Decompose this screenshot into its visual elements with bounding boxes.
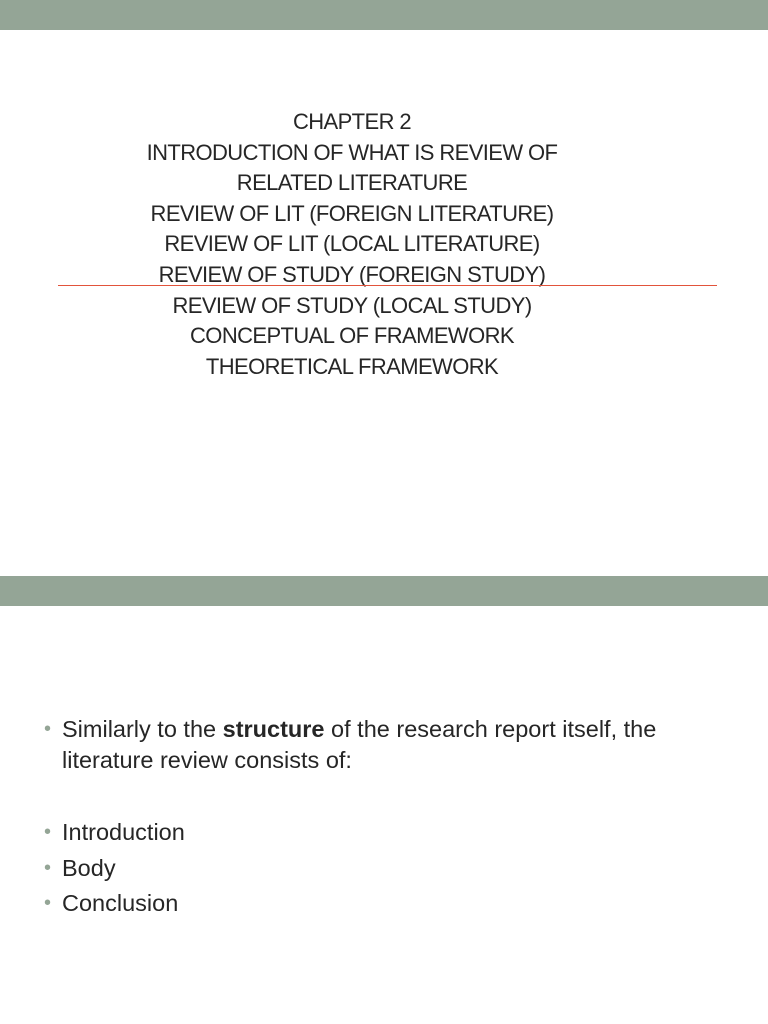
bullet-spacer xyxy=(44,775,734,817)
title-line: REVIEW OF STUDY (LOCAL STUDY) xyxy=(172,292,532,318)
bullet-item-label: Body xyxy=(62,854,116,881)
intro-text-before: Similarly to the xyxy=(62,716,223,742)
intro-text-after: of the research report itself, the literature review consists of: xyxy=(62,716,657,773)
title-line: THEORETICAL FRAMEWORK xyxy=(205,353,499,379)
slide-header-band xyxy=(0,576,768,606)
slide-header-band xyxy=(0,0,768,30)
title-line: RELATED LITERATURE xyxy=(236,170,468,196)
bullet-icon: • xyxy=(44,892,52,914)
bullet-icon: • xyxy=(44,821,52,843)
bullet-item xyxy=(44,853,734,884)
title-line: CHAPTER 2 xyxy=(292,109,412,134)
bullet-item xyxy=(44,888,734,919)
bullet-item-label: Introduction xyxy=(62,819,185,845)
title-line: REVIEW OF LIT (LOCAL LITERATURE) xyxy=(164,231,540,257)
bullet-icon: • xyxy=(44,856,52,879)
bullet-item-label: Conclusion xyxy=(62,890,179,916)
intro-text-bold: structure xyxy=(222,716,325,742)
slide-title xyxy=(50,107,654,382)
bullet-icon: • xyxy=(44,718,52,740)
title-line: REVIEW OF LIT (FOREIGN LITERATURE) xyxy=(150,200,554,226)
title-line: INTRODUCTION OF WHAT IS REVIEW OF xyxy=(146,139,558,165)
bullet-intro xyxy=(44,714,734,775)
slide-2 xyxy=(0,576,768,1024)
title-divider-line xyxy=(58,285,717,286)
title-line: CONCEPTUAL OF FRAMEWORK xyxy=(190,323,514,349)
title-line: REVIEW OF STUDY (FOREIGN STUDY) xyxy=(158,261,546,287)
bullet-item xyxy=(44,817,734,848)
bullet-list xyxy=(44,714,734,919)
